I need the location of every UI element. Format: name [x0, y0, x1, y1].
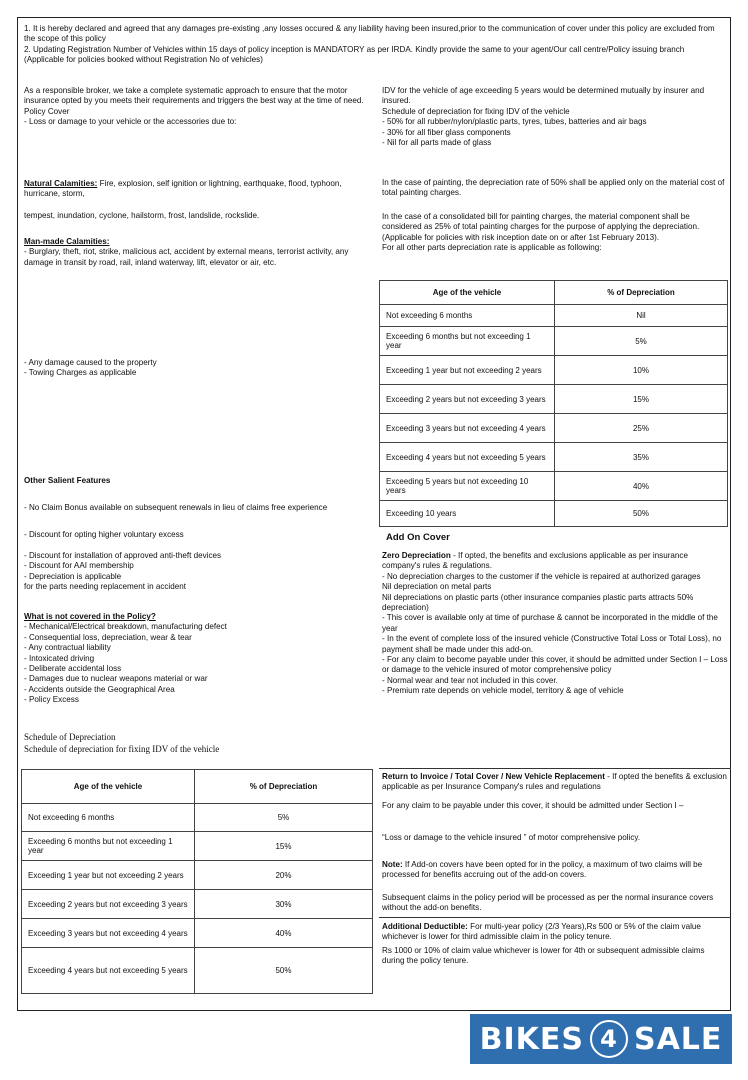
damage-property-text: - Any damage caused to the property [24, 358, 157, 367]
depreciation-cell: 35% [555, 443, 728, 472]
towing-text: - Towing Charges as applicable [24, 368, 137, 378]
age-cell: Exceeding 4 years but not exceeding 5 years [380, 443, 555, 472]
schedule-idv-right: Schedule of depreciation for fixing IDV of the vehicle [382, 106, 570, 116]
age-cell: Exceeding 10 years [380, 501, 555, 527]
age-cell: Exceeding 2 years but not exceeding 3 years [22, 890, 195, 919]
table-row [380, 472, 728, 501]
not-covered-item: - Damages due to nuclear weapons material or war [24, 674, 208, 684]
age-cell: Exceeding 2 years but not exceeding 3 years [380, 385, 555, 414]
salient-heading: Other Salient Features [24, 476, 111, 485]
left-column-top [24, 86, 374, 128]
zero-dep-item: Nil depreciations on plastic parts (other insurance companies plastic parts attracts 50% depreciation) [382, 592, 694, 613]
zero-dep-item: Nil depreciation on metal parts [382, 582, 492, 592]
table-row [22, 861, 373, 890]
zero-dep-item: - No depreciation charges to the customer if the vehicle is repaired at authorized garages [382, 571, 701, 581]
table-row [22, 948, 373, 994]
depreciation-cell: 40% [195, 919, 373, 948]
natural-calamities-cont: tempest, inundation, cyclone, hailstorm, frost, landslide, rockslide. [24, 211, 260, 220]
loss-damage-text: - Loss or damage to your vehicle or the accessories due to: [24, 117, 237, 127]
discount-list [24, 551, 374, 593]
bikes4sale-watermark-logo [470, 1014, 732, 1064]
table-header-row [22, 770, 373, 804]
column-header: % of Depreciation [555, 281, 728, 305]
consolidated-text: In the case of a consolidated bill for painting charges, the material component shall be considered as 25% of total painting charges for the purpose of applying the depreciation.(Applicable for policies with risk inception date on or after 1st February 2013). [382, 212, 700, 242]
zero-dep-item: - In the event of complete loss of the insured vehicle (Constructive Total Loss or Total Loss), no payment shall be made under this add-on. [382, 634, 722, 654]
schedule-idv: Schedule of depreciation for fixing IDV of the vehicle [24, 743, 220, 754]
return-to-invoice-section [382, 772, 728, 793]
age-cell: Exceeding 3 years but not exceeding 4 years [22, 919, 195, 948]
table-row [380, 414, 728, 443]
other-parts-text: For all other parts depreciation rate is applicable as following: [382, 243, 602, 253]
table-row [22, 890, 373, 919]
depreciation-applicable-text: - Depreciation is applicable [24, 571, 122, 581]
depreciation-item: - 30% for all fiber glass components [382, 127, 511, 137]
table-row [380, 305, 728, 327]
depreciation-cell: Nil [555, 305, 728, 327]
age-cell: Not exceeding 6 months [22, 804, 195, 832]
age-cell: Exceeding 1 year but not exceeding 2 years [22, 861, 195, 890]
depreciation-cell: 10% [555, 356, 728, 385]
idv-mutual-text: IDV for the vehicle of age exceeding 5 years would be determined mutually by insurer and insured. [382, 86, 705, 106]
antitheft-text: - Discount for installation of approved anti-theft devices [24, 551, 222, 560]
rti-text: - If opted the benefits & exclusion applicable as per Insurance Company's rules and regulations [382, 772, 727, 792]
manmade-calamities-text: - Burglary, theft, riot, strike, malicious act, accident by external means, terrorist activity, any damage in transit by road, rail, inland waterway, lift, elevator or air, etc. [24, 247, 349, 267]
watermark-number-badge: 4 [590, 1020, 628, 1058]
rti-quote-text: “Loss or damage to the vehicle insured ” of motor comprehensive policy. [382, 833, 641, 842]
zero-dep-item: - Normal wear and tear not included in this cover. [382, 675, 558, 685]
additional-deductible-label: Additional Deductible: [382, 922, 468, 931]
not-covered-item: - Consequential loss, depreciation, wear & tear [24, 632, 192, 642]
age-cell: Exceeding 1 year but not exceeding 2 years [380, 356, 555, 385]
intro-section [24, 24, 724, 66]
natural-calamities-text: Fire, explosion, self ignition or lightning, earthquake, flood, typhoon, hurricane, storm, [24, 179, 342, 199]
voluntary-text: - Discount for opting higher voluntary excess [24, 530, 184, 539]
depreciation-cell: 50% [195, 948, 373, 994]
intro-declaration: 1. It is hereby declared and agreed that any damages pre-existing ,any losses occured & any liability having been insured,prior to the communication of cover under this policy are excluded from the scope of this policy [24, 24, 715, 44]
not-covered-item: - Policy Excess [24, 695, 79, 705]
age-cell: Exceeding 5 years but not exceeding 10 years [380, 472, 555, 501]
column-header: Age of the vehicle [380, 281, 555, 305]
manmade-calamities [24, 237, 374, 268]
schedule-of-depreciation: Schedule of Depreciation [24, 732, 116, 742]
addon-cover-heading: Add On Cover [386, 532, 450, 543]
natural-calamities [24, 179, 374, 200]
not-covered-item: - Mechanical/Electrical breakdown, manufacturing defect [24, 622, 227, 632]
column-header: % of Depreciation [195, 770, 373, 804]
not-covered-item: - Any contractual liability [24, 643, 111, 653]
schedule-left [24, 732, 374, 755]
age-cell: Exceeding 6 months but not exceeding 1 year [22, 832, 195, 861]
right-depreciation-table [379, 280, 728, 527]
not-covered-item: - Accidents outside the Geographical Area [24, 684, 175, 694]
right-column-top [382, 86, 728, 148]
depreciation-cell: 25% [555, 414, 728, 443]
age-cell: Not exceeding 6 months [380, 305, 555, 327]
painting-text: In the case of painting, the depreciation rate of 50% shall be applied only on the material cost of total painting charges. [382, 178, 725, 198]
table-row [380, 385, 728, 414]
table-row [380, 327, 728, 356]
policy-cover-label: Policy Cover [24, 106, 70, 116]
table-row [22, 804, 373, 832]
rti-claim-text: For any claim to be payable under this cover, it should be admitted under Section I – [382, 801, 684, 810]
additional-deductible-more: Rs 1000 or 10% of claim value whichever is lower for 4th or subsequent admissible claims during the policy tenure. [382, 945, 705, 966]
table-row [380, 356, 728, 385]
broker-statement: As a responsible broker, we take a complete systematic approach to ensure that the motor insurance opted by you meets their requirements and triggers the best way at the time of need. [24, 86, 364, 106]
age-cell: Exceeding 3 years but not exceeding 4 years [380, 414, 555, 443]
depreciation-cell: 50% [555, 501, 728, 527]
additional-deductible-text: For multi-year policy (2/3 Years),Rs 500 or 5% of the claim value whichever is lower for third admissible claim in the policy tenure. [382, 922, 701, 942]
not-covered-section [24, 612, 374, 706]
subsequent-claims-text: Subsequent claims in the policy period will be processed as per the normal insurance covers without the add-on benefits. [382, 893, 714, 913]
table-row [22, 919, 373, 948]
not-covered-item: - Deliberate accidental loss [24, 664, 122, 674]
watermark-word-left: BIKES [479, 1021, 584, 1057]
not-covered-item: - Intoxicated driving [24, 653, 95, 663]
zero-depreciation-label: Zero Depreciation [382, 551, 451, 560]
note-text: If Add-on covers have been opted for in the policy, a maximum of two claims will be processed for benefits accruing out of the add-on covers. [382, 860, 703, 880]
natural-calamities-label: Natural Calamities: [24, 179, 98, 188]
zero-dep-item: - This cover is available only at time of purchase & cannot be incorporated in the middle of the year [382, 613, 718, 633]
table-row [380, 501, 728, 527]
depreciation-cell: 20% [195, 861, 373, 890]
note-section [382, 860, 728, 881]
depreciation-cell: 15% [555, 385, 728, 414]
age-cell: Exceeding 6 months but not exceeding 1 year [380, 327, 555, 356]
additional-deductible-section [382, 922, 728, 967]
aai-text: - Discount for AAI membership [24, 561, 134, 571]
depreciation-parts-text: for the parts needing replacement in accident [24, 582, 186, 592]
depreciation-cell: 40% [555, 472, 728, 501]
table-header-row [380, 281, 728, 305]
age-cell: Exceeding 4 years but not exceeding 5 years [22, 948, 195, 994]
rti-label: Return to Invoice / Total Cover / New Vehicle Replacement [382, 772, 605, 781]
depreciation-cell: 5% [555, 327, 728, 356]
intro-registration: 2. Updating Registration Number of Vehicles within 15 days of policy inception is MANDATORY as per IRDA. Kindly provide the same to your agent/Our call centre/Policy issuing branch (Applicable for policies booked without Registration No of vehicles) [24, 44, 685, 65]
ncb-text: - No Claim Bonus available on subsequent renewals in lieu of claims free experience [24, 503, 328, 512]
zero-dep-item: - For any claim to become payable under this cover, it should be admitted under Section I – Loss or damage to the vehicle insured of motor comprehensive policy [382, 655, 728, 675]
depreciation-cell: 30% [195, 890, 373, 919]
manmade-calamities-label: Man-made Calamities: [24, 237, 110, 246]
depreciation-cell: 15% [195, 832, 373, 861]
not-covered-heading: What is not covered in the Policy? [24, 612, 156, 621]
consolidated-bill-section [382, 212, 728, 254]
note-label: Note: [382, 860, 403, 869]
watermark-word-right: SALE [633, 1021, 723, 1057]
column-header: Age of the vehicle [22, 770, 195, 804]
depreciation-item: - Nil for all parts made of glass [382, 138, 492, 148]
depreciation-item: - 50% for all rubber/nylon/plastic parts, tyres, tubes, batteries and air bags [382, 117, 647, 127]
table-row [22, 832, 373, 861]
table-row [380, 443, 728, 472]
zero-depreciation-section [382, 551, 728, 697]
zero-dep-item: - Premium rate depends on vehicle model, territory & age of vehicle [382, 686, 624, 696]
policy-document-page [17, 17, 731, 1011]
left-depreciation-table [21, 769, 373, 994]
zero-depreciation-text: - If opted, the benefits and exclusions applicable as per insurance company's rules & regulations. [382, 551, 688, 571]
depreciation-cell: 5% [195, 804, 373, 832]
